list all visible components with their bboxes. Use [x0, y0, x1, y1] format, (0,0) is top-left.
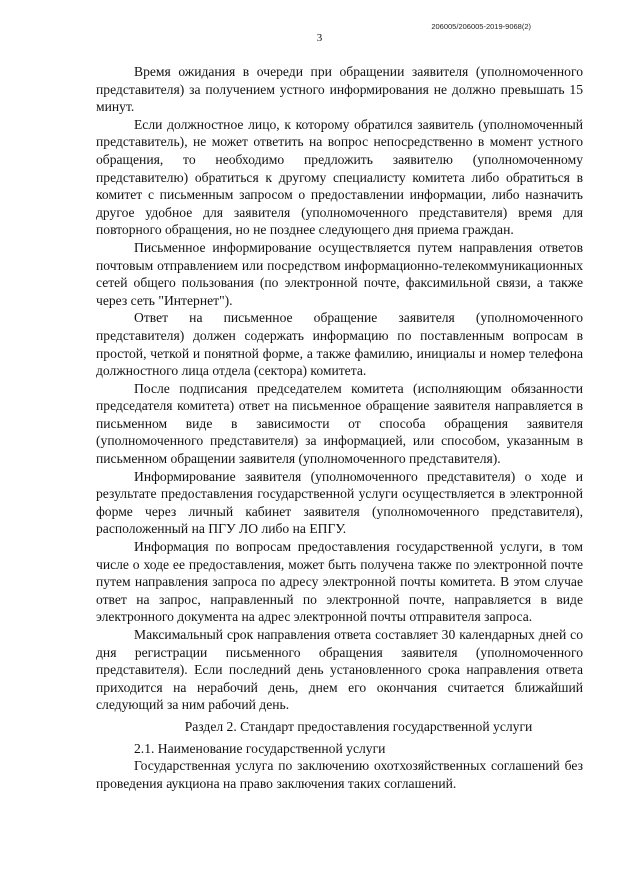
- paragraph-response-delivery: После подписания председателем комитета (исполняющим обязанности председателя комитета) ответ на письменное обращение заявителя направляется в письменном виде в зависимости от способа обращения заявителя (уполномоченного представителя) за информацией, или способом, указанным в письменном обращении заявителя (уполномоченного представителя).: [96, 380, 583, 467]
- section-title: Раздел 2. Стандарт предоставления государственной услуги: [184, 718, 533, 734]
- paragraph-written-informing: Письменное информирование осуществляется путем направления ответов почтовым отправлением или посредством информационно-телекоммуникационных сетей общего пользования (по электронной почте, факсимильной связи, а также через сеть "Интернет").: [96, 239, 583, 308]
- paragraph-max-response-time: Максимальный срок направления ответа составляет 30 календарных дней со дня регистрации письменного обращения заявителя (уполномоченного представителя). Если последний день установленного срока направления ответа приходится на нерабочий день, днем его окончания считается ближайший следующий за ним рабочий день.: [96, 627, 583, 713]
- paragraph-email-information: Информация по вопросам предоставления государственной услуги, в том числе о ходе ее предоставления, может быть получена также по электронной почте путем направления запроса по адресу электронной почты комитета. В этом случае ответ на запрос, направленный по электронной почте, направляется в виде электронного документа на адрес электронной почты отправителя запроса.: [96, 539, 583, 625]
- document-body: [96, 63, 583, 792]
- paragraph-response-content: Ответ на письменное обращение заявителя (уполномоченного представителя) должен содержать информацию по поставленным вопросам в простой, четкой и понятной форме, а также фамилию, инициалы и номер телефона должностного лица отдела (сектора) комитета.: [96, 310, 583, 379]
- paragraph-service-name: Государственная услуга по заключению охотхозяйственных соглашений без проведения аукциона на право заключения таких соглашений.: [96, 758, 583, 791]
- subsection-title: 2.1. Наименование государственной услуги: [134, 740, 386, 756]
- paragraph-oral-inquiry: Если должностное лицо, к которому обратился заявитель (уполномоченный представитель), не может ответить на вопрос непосредственно в момент устного обращения, то необходимо предложить заявителю (уполномоченному представителю) обратиться к другому специалисту комитета либо обратиться в комитет с письменным запросом о предоставлении информации, либо назначить другое удобное для заявителя (уполномоченного представителя) время для повторного обращения, но не позднее следующего дня приема граждан.: [96, 116, 583, 238]
- paragraph-electronic-informing: Информирование заявителя (уполномоченного представителя) о ходе и результате предоставления государственной услуги осуществляется в электронной форме через личный кабинет заявителя (уполномоченного представителя), расположенный на ПГУ ЛО либо на ЕПГУ.: [96, 468, 583, 537]
- paragraph-waiting-time: Время ожидания в очереди при обращении заявителя (уполномоченного представителя) за получением устного информирования не должно превышать 15 минут.: [96, 64, 583, 115]
- document-id: 206005/206005-2019-9068(2): [431, 22, 531, 31]
- page-number: 3: [316, 32, 323, 44]
